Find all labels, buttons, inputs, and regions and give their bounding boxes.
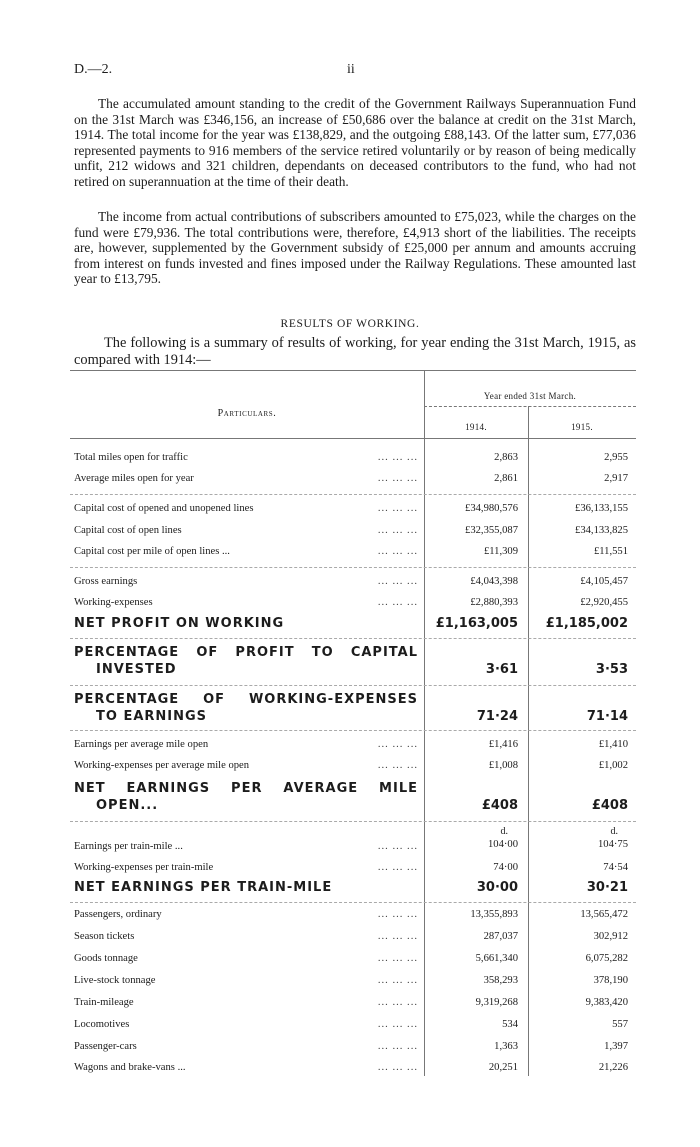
group-rule [70, 821, 636, 822]
row-label-average-miles: Average miles open for year ... ... ... [74, 473, 418, 484]
group-rule [70, 685, 636, 686]
section-title: RESULTS OF WORKING. [280, 318, 420, 330]
value-1914-working-expenses: £2,880,393 [470, 597, 518, 608]
page-number: ii [347, 62, 355, 77]
value-1915-earnings-per-train-mile: 104·75 [597, 839, 628, 850]
value-1914-pct-expenses: 71·24 [476, 709, 518, 724]
value-1915-passenger-cars: 1,397 [604, 1041, 628, 1052]
value-1914-expenses-per-mile: £1,008 [488, 760, 518, 771]
row-label-locomotives: Locomotives ... ... ... [74, 1019, 418, 1030]
row-label-pct-profit-line1: PERCENTAGE OF PROFIT TO CAPITAL [74, 645, 418, 660]
column-rule-2 [528, 406, 529, 1076]
value-1914-expenses-per-train-mile: 74·00 [493, 862, 518, 873]
value-1915-net-per-mile: £408 [591, 798, 628, 813]
value-1914-net-per-train-mile: 30·00 [476, 880, 518, 895]
value-1915-locomotives: 557 [612, 1019, 628, 1030]
row-label-earnings-per-mile: Earnings per average mile open ... ... ... [74, 739, 418, 750]
header-bottom-rule [70, 438, 636, 439]
unit-1915-pence: d. [610, 826, 618, 837]
row-label-expenses-per-train-mile: Working-expenses per train-mile ... ... ... [74, 862, 418, 873]
value-1915-net-per-train-mile: 30·21 [586, 880, 628, 895]
row-label-pct-expenses-line1: PERCENTAGE OF WORKING-EXPENSES [74, 692, 418, 707]
value-1915-net-profit: £1,185,002 [545, 616, 628, 631]
value-1914-earnings-per-mile: £1,416 [488, 739, 518, 750]
value-1914-passenger-cars: 1,363 [494, 1041, 518, 1052]
results-table [70, 370, 636, 1090]
group-rule [70, 494, 636, 495]
row-label-net-profit: NET PROFIT ON WORKING [74, 616, 285, 631]
value-1915-season-tickets: 302,912 [593, 931, 628, 942]
group-rule [70, 902, 636, 903]
value-1915-capital-cost-open: £34,133,825 [575, 525, 628, 536]
value-1914-average-miles: 2,861 [494, 473, 518, 484]
value-1914-pct-profit: 3·61 [485, 662, 518, 677]
column-header-1914: 1914. [465, 422, 487, 432]
particulars-header: Particulars. [217, 408, 277, 419]
value-1914-capital-cost-all: £34,980,576 [465, 503, 518, 514]
value-1915-livestock-tonnage: 378,190 [593, 975, 628, 986]
group-rule [70, 730, 636, 731]
value-1914-livestock-tonnage: 358,293 [483, 975, 518, 986]
row-label-livestock-tonnage: Live-stock tonnage ... ... ... [74, 975, 418, 986]
value-1915-capital-cost-all: £36,133,155 [575, 503, 628, 514]
row-label-net-per-mile-line2: OPEN... [96, 798, 159, 813]
value-1914-net-profit: £1,163,005 [435, 616, 518, 631]
value-1914-capital-cost-mile: £11,309 [483, 546, 518, 557]
value-1915-capital-cost-mile: £11,551 [593, 546, 628, 557]
value-1915-expenses-per-mile: £1,002 [598, 760, 628, 771]
row-label-total-miles: Total miles open for traffic ... ... ... [74, 452, 418, 463]
intro-paragraph: The following is a summary of results of working, for year ending the 31st March, 1915, as compared with 1914:— [74, 335, 636, 368]
value-1914-wagons: 20,251 [488, 1062, 518, 1073]
value-1915-total-miles: 2,955 [604, 452, 628, 463]
value-1914-goods-tonnage: 5,661,340 [475, 953, 518, 964]
value-1915-earnings-per-mile: £1,410 [598, 739, 628, 750]
row-label-capital-cost-all: Capital cost of opened and unopened lines ... ... ... [74, 503, 418, 514]
paragraph-income: The income from actual contributions of subscribers amounted to £75,023, while the charges on the fund were £79,936. The total contributions were, therefore, £4,913 short of the liabilities. The receipts are, however, supplemented by the Government subsidy of £25,000 per annum and amounts accruing from interest on funds invested and fines imposed under the Railway Regulations. These amounted last year to £13,795. [74, 209, 636, 287]
row-label-train-mileage: Train-mileage ... ... ... [74, 997, 418, 1008]
year-header: Year ended 31st March. [483, 391, 577, 401]
row-label-gross-earnings: Gross earnings ... ... ... [74, 576, 418, 587]
value-1914-season-tickets: 287,037 [483, 931, 518, 942]
value-1915-wagons: 21,226 [598, 1062, 628, 1073]
row-label-earnings-per-train-mile: Earnings per train-mile ... ... ... ... [74, 841, 418, 852]
table-top-rule [70, 370, 636, 371]
row-label-wagons: Wagons and brake-vans ... ... ... ... [74, 1062, 418, 1073]
value-1914-passengers: 13,355,893 [470, 909, 518, 920]
value-1914-net-per-mile: £408 [481, 798, 518, 813]
row-label-passenger-cars: Passenger-cars ... ... ... [74, 1041, 418, 1052]
value-1914-earnings-per-train-mile: 104·00 [487, 839, 518, 850]
value-1914-capital-cost-open: £32,355,087 [465, 525, 518, 536]
value-1915-train-mileage: 9,383,420 [585, 997, 628, 1008]
group-rule [70, 567, 636, 568]
row-label-capital-cost-open: Capital cost of open lines ... ... ... [74, 525, 418, 536]
header-sub-rule [424, 406, 636, 407]
row-label-season-tickets: Season tickets ... ... ... [74, 931, 418, 942]
value-1915-pct-profit: 3·53 [595, 662, 628, 677]
value-1915-passengers: 13,565,472 [580, 909, 628, 920]
value-1915-working-expenses: £2,920,455 [580, 597, 628, 608]
value-1915-average-miles: 2,917 [604, 473, 628, 484]
paragraph-superannuation: The accumulated amount standing to the credit of the Government Railways Superannuation Fund on the 31st March was £346,156, an increase of £50,686 over the balance at credit on the 31st March, 1914. The total income for the year was £138,829, and the outgoing £88,143. Of the latter sum, £77,036 represented payments to 916 members of the service retired voluntarily or by reason of being medically unfit, 212 widows and 321 children, dependants on deceased contributors to the fund, who had not retired on superannuation at the time of their death. [74, 96, 636, 189]
value-1914-train-mileage: 9,319,268 [475, 997, 518, 1008]
value-1915-expenses-per-train-mile: 74·54 [603, 862, 628, 873]
page-reference: D.—2. [74, 62, 113, 77]
row-label-passengers: Passengers, ordinary ... ... ... [74, 909, 418, 920]
row-label-pct-expenses-line2: TO EARNINGS [96, 709, 208, 724]
value-1914-gross-earnings: £4,043,398 [470, 576, 518, 587]
row-label-goods-tonnage: Goods tonnage ... ... ... [74, 953, 418, 964]
row-label-working-expenses: Working-expenses ... ... ... [74, 597, 418, 608]
row-label-net-per-train-mile: NET EARNINGS PER TRAIN-MILE [74, 880, 333, 895]
row-label-capital-cost-mile: Capital cost per mile of open lines ... ... ... ... [74, 546, 418, 557]
value-1915-pct-expenses: 71·14 [586, 709, 628, 724]
row-label-expenses-per-mile: Working-expenses per average mile open ... ... ... [74, 760, 418, 771]
value-1915-goods-tonnage: 6,075,282 [585, 953, 628, 964]
row-label-net-per-mile-line1: NET EARNINGS PER AVERAGE MILE [74, 781, 418, 796]
value-1914-locomotives: 534 [502, 1019, 518, 1030]
value-1915-gross-earnings: £4,105,457 [580, 576, 628, 587]
row-label-pct-profit-line2: INVESTED [96, 662, 177, 677]
group-rule [70, 638, 636, 639]
unit-1914-pence: d. [500, 826, 508, 837]
column-header-1915: 1915. [571, 422, 593, 432]
value-1914-total-miles: 2,863 [494, 452, 518, 463]
